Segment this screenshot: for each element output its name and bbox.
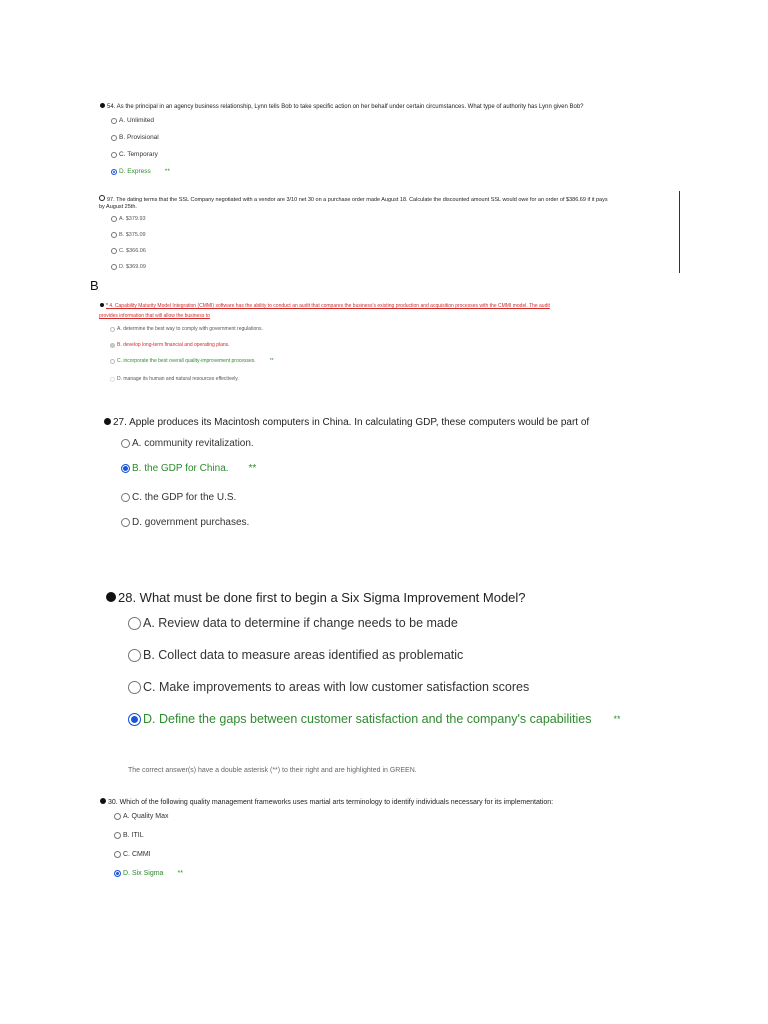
radio-icon[interactable] [114, 851, 121, 858]
q97-option-b[interactable]: B. $375.09 [111, 232, 146, 238]
radio-icon[interactable] [128, 681, 141, 694]
q28-option-d[interactable]: D. Define the gaps between customer satisfaction and the company's capabilities ** [128, 712, 620, 726]
radio-icon[interactable] [121, 493, 130, 502]
q30-option-c[interactable]: C. CMMI [114, 851, 151, 858]
q30-option-b[interactable]: B. ITIL [114, 832, 144, 839]
correct-marker: ** [269, 358, 274, 364]
question-54-text: 54. As the principal in an agency business relationship, Lynn tells Bob to take specific action on her behalf under certain circumstances. What type of authority has Lynn given Bob? [100, 103, 584, 110]
bullet-icon [104, 418, 111, 425]
correct-marker: ** [613, 714, 621, 724]
radio-icon[interactable] [110, 359, 115, 364]
radio-selected-icon[interactable] [128, 713, 141, 726]
bullet-icon [100, 798, 106, 804]
q54-option-b[interactable]: B. Provisional [111, 134, 159, 141]
q30-option-a[interactable]: A. Quality Max [114, 813, 169, 820]
question-97-text: 97. The dating terms that the SSL Company negotiated with a vendor are 3/10 net 30 on a purchase order made August 18. Calculate the discounted amount SSL would owe for an order of $386.69 if it pays [99, 195, 608, 203]
bullet-icon [100, 303, 104, 307]
radio-icon[interactable] [128, 649, 141, 662]
q28-option-b[interactable]: B. Collect data to measure areas identified as problematic [128, 648, 463, 662]
q4-option-b[interactable]: B. develop long-term financial and operating plans. [110, 342, 230, 348]
radio-selected-icon[interactable] [111, 169, 117, 175]
q27-option-c[interactable]: C. the GDP for the U.S. [121, 492, 236, 503]
question-27-text: 27. Apple produces its Macintosh computers in China. In calculating GDP, these computers would be part of [104, 417, 589, 428]
radio-selected-icon[interactable] [114, 870, 121, 877]
radio-selected-icon[interactable] [110, 343, 115, 348]
question-4-text: * 4. Capability Maturity Model Integration (CMMI) software has the ability to conduct an audit that compares the business's existing production and acquisition processes with the CMMI model. The audit [100, 303, 550, 309]
bullet-icon [100, 103, 105, 108]
radio-icon[interactable] [111, 152, 117, 158]
q30-option-d[interactable]: D. Six Sigma ** [114, 870, 183, 877]
q54-option-a[interactable]: A. Unlimited [111, 117, 154, 124]
radio-icon[interactable] [128, 617, 141, 630]
radio-selected-icon[interactable] [121, 464, 130, 473]
cutoff-note: The correct answer(s) have a double asterisk (**) to their right and are highlighted in GREEN. [128, 767, 417, 774]
radio-icon[interactable] [111, 264, 117, 270]
answer-letter: B [90, 278, 99, 293]
q4-option-a[interactable]: A. determine the best way to comply with government regulations. [110, 326, 263, 332]
radio-icon[interactable] [111, 135, 117, 141]
radio-icon[interactable] [111, 248, 117, 254]
divider [679, 191, 680, 273]
q54-option-d[interactable]: D. Express ** [111, 168, 170, 175]
radio-icon[interactable] [111, 118, 117, 124]
q97-option-c[interactable]: C. $366.06 [111, 248, 146, 254]
question-97-text-line2: by August 25th. [99, 204, 137, 210]
q27-option-a[interactable]: A. community revitalization. [121, 438, 254, 449]
q97-option-a[interactable]: A. $379.93 [111, 216, 146, 222]
radio-icon[interactable] [121, 518, 130, 527]
q54-option-c[interactable]: C. Temporary [111, 151, 158, 158]
q28-option-c[interactable]: C. Make improvements to areas with low customer satisfaction scores [128, 680, 529, 694]
q28-option-a[interactable]: A. Review data to determine if change needs to be made [128, 616, 458, 630]
q27-option-d[interactable]: D. government purchases. [121, 517, 249, 528]
radio-icon[interactable] [121, 439, 130, 448]
correct-marker: ** [177, 870, 183, 877]
correct-marker: ** [164, 168, 170, 175]
radio-icon[interactable] [114, 832, 121, 839]
radio-icon[interactable] [110, 327, 115, 332]
question-4-text-line2: provides information that will allow the business to [99, 313, 210, 319]
question-30-text: 30. Which of the following quality management frameworks uses martial arts terminology to identify individuals necessary for its implementation: [100, 798, 553, 806]
radio-icon[interactable] [114, 813, 121, 820]
q97-option-d[interactable]: D. $369.09 [111, 264, 146, 270]
radio-icon[interactable] [111, 232, 117, 238]
radio-icon [99, 195, 105, 201]
radio-icon[interactable] [111, 216, 117, 222]
bullet-icon [106, 592, 116, 602]
cutoff-note-clip [128, 767, 548, 777]
radio-icon[interactable] [110, 377, 115, 382]
q4-option-d[interactable]: D. manage its human and natural resources effectively. [110, 376, 239, 382]
q4-option-c[interactable]: C. incorporate the best overall quality-improvement processes. ** [110, 358, 274, 364]
q27-option-b[interactable]: B. the GDP for China. ** [121, 463, 256, 474]
correct-marker: ** [248, 463, 257, 474]
question-28-text: 28. What must be done first to begin a Six Sigma Improvement Model? [106, 590, 526, 605]
